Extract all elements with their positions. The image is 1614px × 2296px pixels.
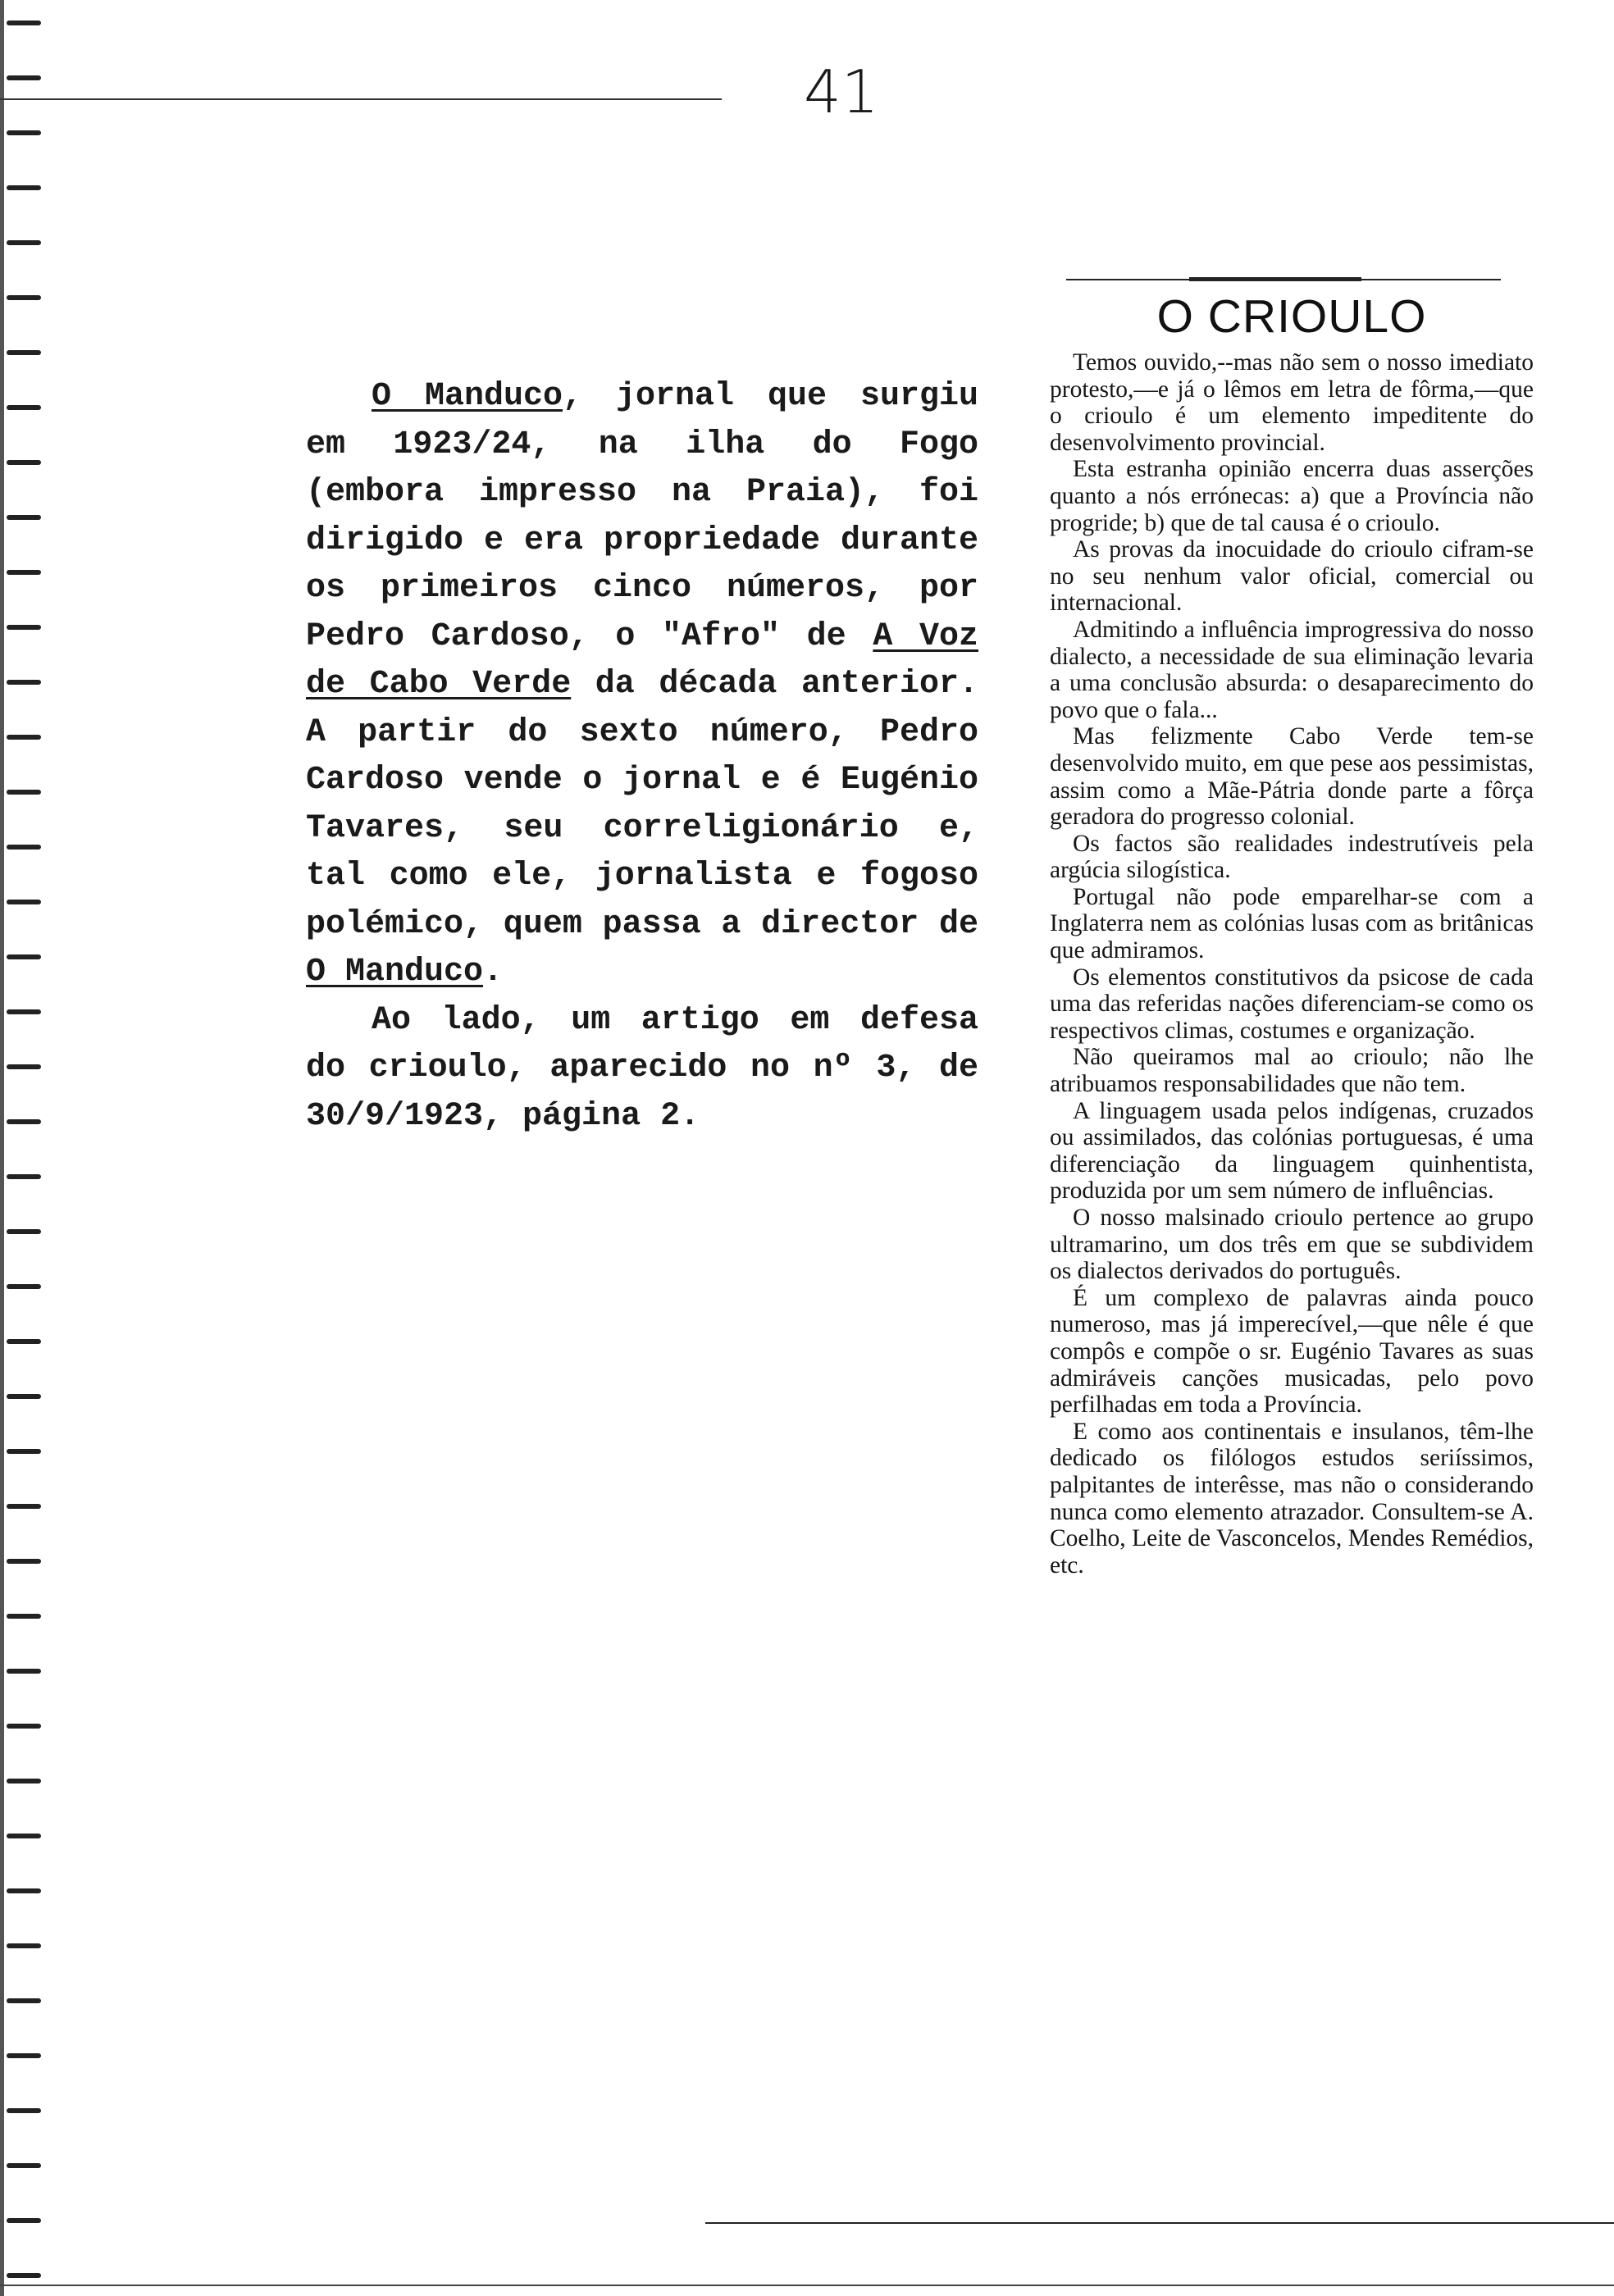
article-paragraph: E como aos continentais e insulanos, têm-lhe dedicado os filólogos estudos seriíssimos, palpitantes de interêsse, mas não o considerando nunca como elemento atrazador. Consultem-se A. Coelho, Leite de Vasconcelos, Mendes Remédios, etc.	[1050, 1418, 1534, 1578]
margin-mark	[7, 900, 41, 904]
margin-mark	[7, 1998, 41, 2003]
article-paragraph: Não queiramos mal ao crioulo; não lhe atribuamos responsabilidades que não tem.	[1050, 1044, 1534, 1098]
article-paragraph: Temos ouvido,--mas não sem o nosso imediato protesto,—e já o lêmos em letra de fôrma,—que o crioulo é um elemento impeditente do desenvolvimento provincial.	[1050, 349, 1534, 456]
margin-mark	[7, 1284, 41, 1289]
margin-mark	[7, 680, 41, 685]
margin-mark	[7, 1009, 41, 1014]
page-bottom-edge	[0, 2285, 1614, 2286]
commentary-text	[306, 373, 978, 1141]
margin-mark	[7, 130, 41, 135]
margin-mark	[7, 1229, 41, 1234]
article-paragraph: É um complexo de palavras ainda pouco numeroso, mas já imperecível,—que nêle é que compôs e compõe o sr. Eugénio Tavares as suas admiráveis canções musicadas, pelo povo perfilhadas em toda a Província.	[1050, 1284, 1534, 1419]
margin-mark	[7, 240, 41, 245]
article-paragraph: Portugal não pode emparelhar-se com a Inglaterra nem as colónias lusas com as britânicas que admiramos.	[1050, 883, 1534, 964]
margin-mark	[7, 1724, 41, 1729]
margin-mark	[7, 1339, 41, 1344]
underlined-title: O Manduco	[372, 378, 563, 415]
margin-mark	[7, 2053, 41, 2058]
margin-mark	[7, 1669, 41, 1674]
article-paragraph: Os factos são realidades indestrutíveis pela argúcia silogística.	[1050, 830, 1534, 884]
underlined-title: O Manduco	[306, 954, 484, 991]
margin-mark	[7, 790, 41, 795]
margin-mark	[7, 1064, 41, 1069]
article-paragraph: Mas felizmente Cabo Verde tem-se desenvolvido muito, em que pese aos pessimistas, assim como a Mãe-Pátria donde parte a fôrça geradora do progresso colonial.	[1050, 723, 1534, 831]
article-paragraph: A linguagem usada pelos indígenas, cruzados ou assimilados, das colónias portuguesas, é uma diferenciação da linguagem quinhentista, produzida por um sem número de influências.	[1050, 1097, 1534, 1205]
commentary-paragraph	[306, 997, 978, 1141]
margin-mark	[7, 1834, 41, 1838]
margin-mark	[7, 570, 41, 575]
margin-mark	[7, 460, 41, 465]
article-title: O CRIOULO	[1156, 290, 1427, 343]
top-rule	[0, 98, 722, 100]
article-paragraph: Os elementos constitutivos da psicose de cada uma das referidas nações diferenciam-se como os respectivos climas, costumes e organização.	[1050, 963, 1534, 1044]
underlined-title: A Voz de Cabo Verde	[306, 617, 978, 703]
bottom-rule	[705, 2222, 1614, 2224]
margin-mark	[7, 845, 41, 850]
margin-mark	[7, 405, 41, 410]
newspaper-clipping	[1050, 279, 1534, 1578]
text-segment: da década anterior. A partir do sexto número, Pedro Cardoso vende o jornal e é Eugénio Tavares, seu correligionário e, tal como ele, jornalista e fogoso polémico, quem passa a director de	[306, 666, 978, 943]
margin-mark	[7, 185, 41, 190]
margin-mark	[7, 20, 41, 25]
margin-mark	[7, 625, 41, 630]
binding-margin-marks	[0, 0, 57, 2296]
article-paragraph: As provas da inocuidade do crioulo cifram-se no seu nenhum valor oficial, comercial ou internacional.	[1050, 536, 1534, 617]
commentary-paragraph	[306, 373, 978, 997]
margin-mark	[7, 954, 41, 959]
margin-mark	[7, 295, 41, 300]
page-number: 41	[804, 57, 879, 126]
margin-mark	[7, 2163, 41, 2168]
margin-mark	[7, 1779, 41, 1784]
margin-mark	[7, 1174, 41, 1179]
margin-mark	[7, 1449, 41, 1454]
text-segment: .	[483, 954, 504, 991]
margin-mark	[7, 1943, 41, 1948]
margin-mark	[7, 515, 41, 520]
margin-mark	[7, 1394, 41, 1399]
margin-mark	[7, 75, 41, 80]
clipping-header-rule	[1066, 279, 1501, 280]
margin-mark	[7, 2218, 41, 2223]
margin-mark	[7, 1888, 41, 1893]
article-paragraph: O nosso malsinado crioulo pertence ao grupo ultramarino, um dos três em que se subdividem os dialectos derivados do português.	[1050, 1205, 1534, 1285]
article-paragraph: Admitindo a influência improgressiva do nosso dialecto, a necessidade de sua eliminação levaria a uma conclusão absurda: o desaparecimento do povo que o fala...	[1050, 616, 1534, 723]
text-segment: Ao lado, um artigo em defesa do crioulo, aparecido no nº 3, de 30/9/1923, página 2.	[306, 1001, 978, 1135]
article-body	[1050, 349, 1534, 1578]
margin-mark	[7, 2108, 41, 2113]
margin-mark	[7, 735, 41, 740]
margin-mark	[7, 1614, 41, 1619]
article-paragraph: Esta estranha opinião encerra duas asserções quanto a nós errónecas: a) que a Província não progride; b) que de tal causa é o crioulo.	[1050, 456, 1534, 536]
margin-mark	[7, 1119, 41, 1124]
margin-mark	[7, 2273, 41, 2278]
margin-mark	[7, 350, 41, 355]
margin-mark	[7, 1559, 41, 1564]
text-segment: , jornal que surgiu em 1923/24, na ilha do Fogo (embora impresso na Praia), foi dirigido e era propriedade durante os primeiros cinco números, por Pedro Cardoso, o "Afro" de	[306, 378, 978, 655]
margin-mark	[7, 1504, 41, 1509]
